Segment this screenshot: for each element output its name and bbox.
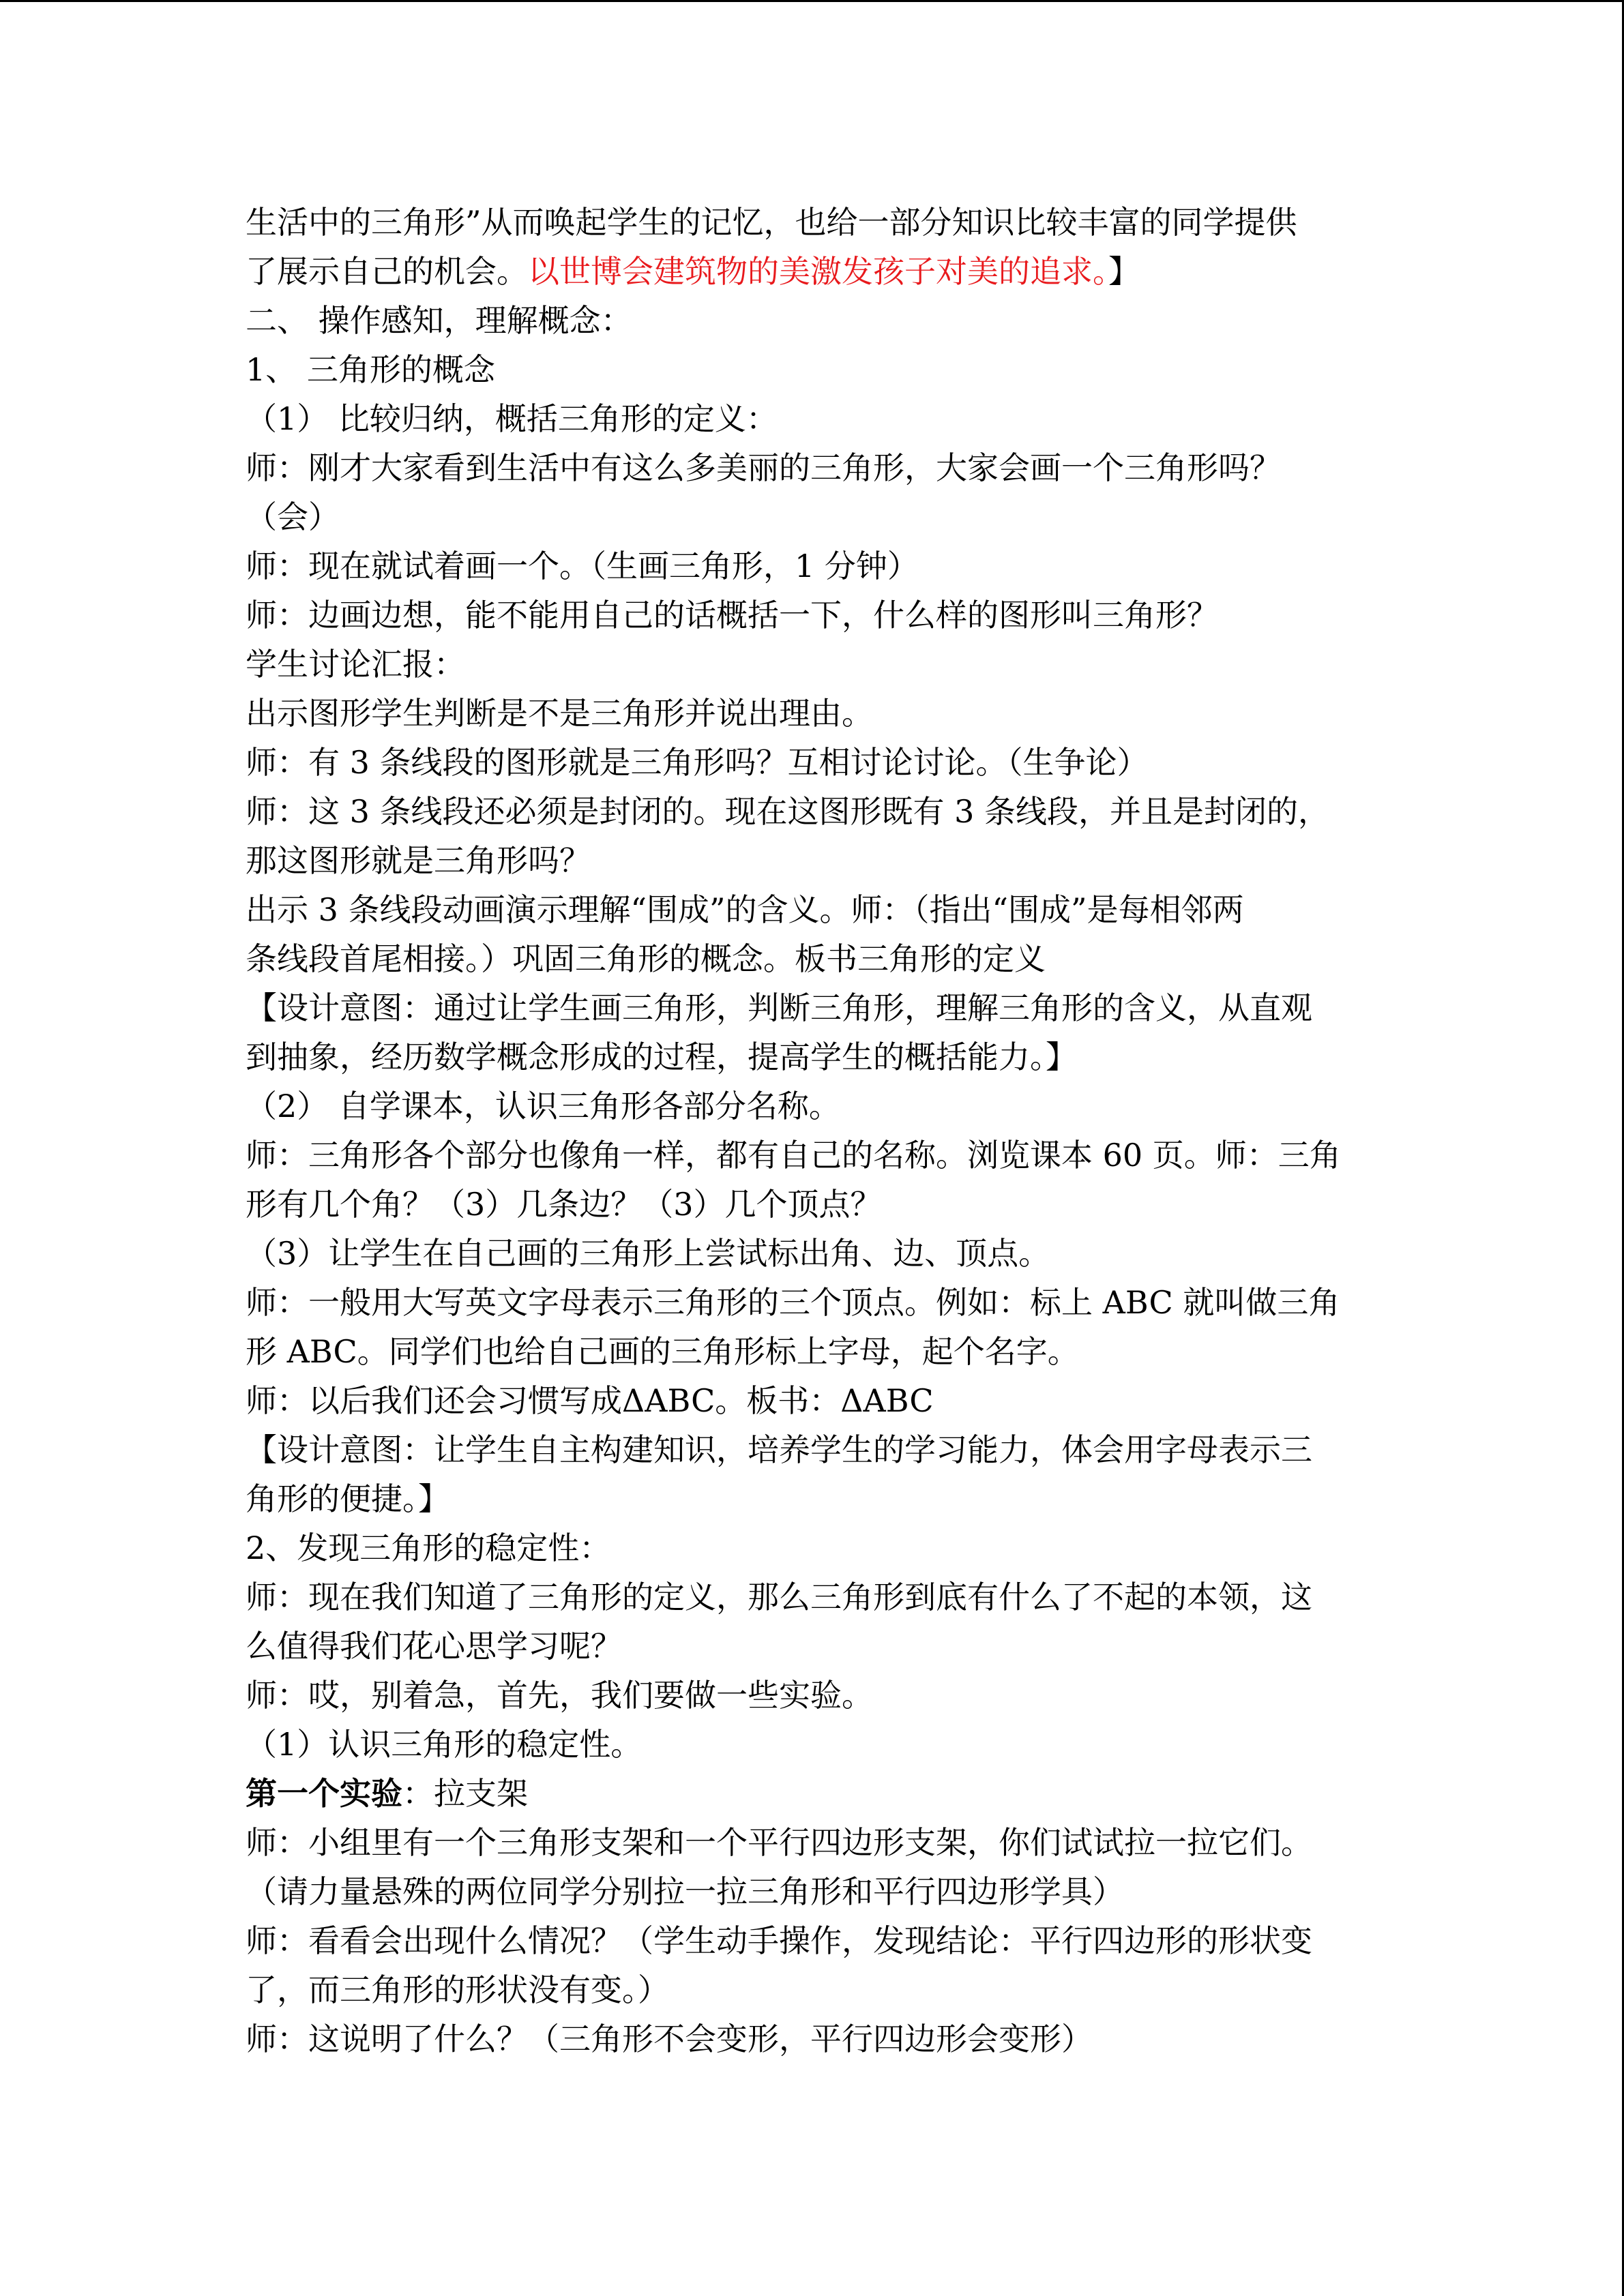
text-line: [246, 394, 1378, 443]
text-segment: 那这图形就是三角形吗？: [246, 842, 591, 879]
text-segment: 师：看看会出现什么情况？（学生动手操作，发现结论：平行四边形的形状变: [246, 1922, 1312, 1959]
text-line: [246, 1376, 1378, 1425]
text-segment: 条线段首尾相接。）巩固三角形的概念。板书三角形的定义: [246, 940, 1046, 977]
text-segment: 师：刚才大家看到生活中有这么多美丽的三角形，大家会画一个三角形吗？: [246, 449, 1281, 486]
text-line: [246, 1278, 1378, 1327]
text-segment: （1）认识三角形的稳定性。: [246, 1726, 643, 1763]
text-segment: 了展示自己的机会。: [246, 253, 528, 290]
text-line: [246, 1180, 1378, 1229]
text-line: [246, 1769, 1378, 1818]
text-line: [246, 1572, 1378, 1622]
text-line: [246, 1916, 1378, 1965]
text-line: [246, 738, 1378, 787]
text-line: [246, 591, 1378, 640]
text-segment: （会）: [246, 498, 340, 535]
document-body: [246, 198, 1378, 2063]
text-segment: 了，而三角形的形状没有变。）: [246, 1971, 669, 2008]
text-line: [246, 1425, 1378, 1474]
text-segment: 角形的便捷。】: [246, 1480, 449, 1517]
text-line: [246, 1032, 1378, 1082]
text-segment: 师：三角形各个部分也像角一样，都有自己的名称。浏览课本 60 页。师：三角: [246, 1137, 1341, 1174]
text-line: [246, 1671, 1378, 1720]
text-line: [246, 296, 1378, 345]
text-line: [246, 1867, 1378, 1916]
text-segment: 师：边画边想，能不能用自己的话概括一下，什么样的图形叫三角形？: [246, 597, 1218, 633]
highlighted-text: 以世博会建筑物的美激发孩子对美的追求。: [528, 253, 1108, 290]
text-segment: ：拉支架: [402, 1775, 528, 1812]
text-segment: （1） 比较归纳，概括三角形的定义：: [246, 400, 778, 437]
text-line: [246, 1818, 1378, 1867]
text-segment: 2、发现三角形的稳定性：: [246, 1530, 611, 1566]
text-line: [246, 640, 1378, 689]
text-line: [246, 2014, 1378, 2063]
text-segment: 到抽象，经历数学概念形成的过程，提高学生的概括能力。】: [246, 1039, 1077, 1075]
text-line: [246, 492, 1378, 541]
text-segment: 形 ABC。同学们也给自己画的三角形标上字母，起个名字。: [246, 1333, 1079, 1370]
text-segment: 形有几个角？（3）几条边？（3）几个顶点？: [246, 1186, 882, 1223]
text-line: [246, 345, 1378, 394]
text-segment: 师：这 3 条线段还必须是封闭的。现在这图形既有 3 条线段，并且是封闭的，: [246, 793, 1330, 830]
text-segment: 学生讨论汇报：: [246, 646, 465, 683]
bold-heading-text: 第一个实验: [246, 1775, 402, 1812]
text-segment: （3）让学生在自己画的三角形上尝试标出角、边、顶点。: [246, 1235, 1050, 1272]
text-segment: 【设计意图：通过让学生画三角形，判断三角形，理解三角形的含义，从直观: [246, 989, 1312, 1026]
text-segment: 师：现在就试着画一个。（生画三角形，1 分钟）: [246, 548, 919, 584]
text-line: [246, 247, 1378, 296]
text-line: [246, 885, 1378, 934]
text-line: [246, 541, 1378, 591]
text-segment: 】: [1108, 253, 1140, 290]
text-line: [246, 1474, 1378, 1523]
text-line: [246, 1965, 1378, 2014]
text-segment: 师：一般用大写英文字母表示三角形的三个顶点。例如：标上 ABC 就叫做三角: [246, 1284, 1340, 1321]
text-segment: 【设计意图：让学生自主构建知识，培养学生的学习能力，体会用字母表示三: [246, 1431, 1312, 1468]
text-line: [246, 1082, 1378, 1131]
text-segment: 出示 3 条线段动画演示理解“围成”的含义。师：（指出“围成”是每相邻两: [246, 891, 1244, 928]
text-line: [246, 689, 1378, 738]
text-segment: 生活中的三角形”从而唤起学生的记忆，也给一部分知识比较丰富的同学提供: [246, 204, 1297, 241]
text-line: [246, 934, 1378, 983]
text-segment: 出示图形学生判断是不是三角形并说出理由。: [246, 695, 873, 732]
text-segment: 师：小组里有一个三角形支架和一个平行四边形支架，你们试试拉一拉它们。: [246, 1824, 1312, 1861]
text-segment: 么值得我们花心思学习呢？: [246, 1628, 622, 1665]
text-segment: 师：有 3 条线段的图形就是三角形吗？互相讨论讨论。（生争论）: [246, 744, 1149, 781]
page-border-top: [0, 0, 1624, 2]
text-line: [246, 983, 1378, 1032]
text-segment: （2） 自学课本，认识三角形各部分名称。: [246, 1088, 840, 1124]
text-line: [246, 1131, 1378, 1180]
text-segment: （请力量悬殊的两位同学分别拉一拉三角形和平行四边形学具）: [246, 1873, 1124, 1910]
text-line: [246, 1720, 1378, 1769]
text-segment: 师：以后我们还会习惯写成ΔABC。板书：ΔABC: [246, 1382, 934, 1419]
text-line: [246, 836, 1378, 885]
text-line: [246, 1229, 1378, 1278]
text-line: [246, 787, 1378, 836]
text-segment: 师：现在我们知道了三角形的定义，那么三角形到底有什么了不起的本领，这: [246, 1579, 1312, 1615]
text-line: [246, 443, 1378, 492]
text-segment: 师：这说明了什么？（三角形不会变形，平行四边形会变形）: [246, 2021, 1093, 2057]
text-line: [246, 1327, 1378, 1376]
text-line: [246, 1523, 1378, 1572]
text-segment: 师：哎，别着急，首先，我们要做一些实验。: [246, 1677, 873, 1714]
text-segment: 二、 操作感知，理解概念：: [246, 302, 632, 339]
text-line: [246, 198, 1378, 247]
text-segment: 1、 三角形的概念: [246, 351, 495, 388]
text-line: [246, 1622, 1378, 1671]
